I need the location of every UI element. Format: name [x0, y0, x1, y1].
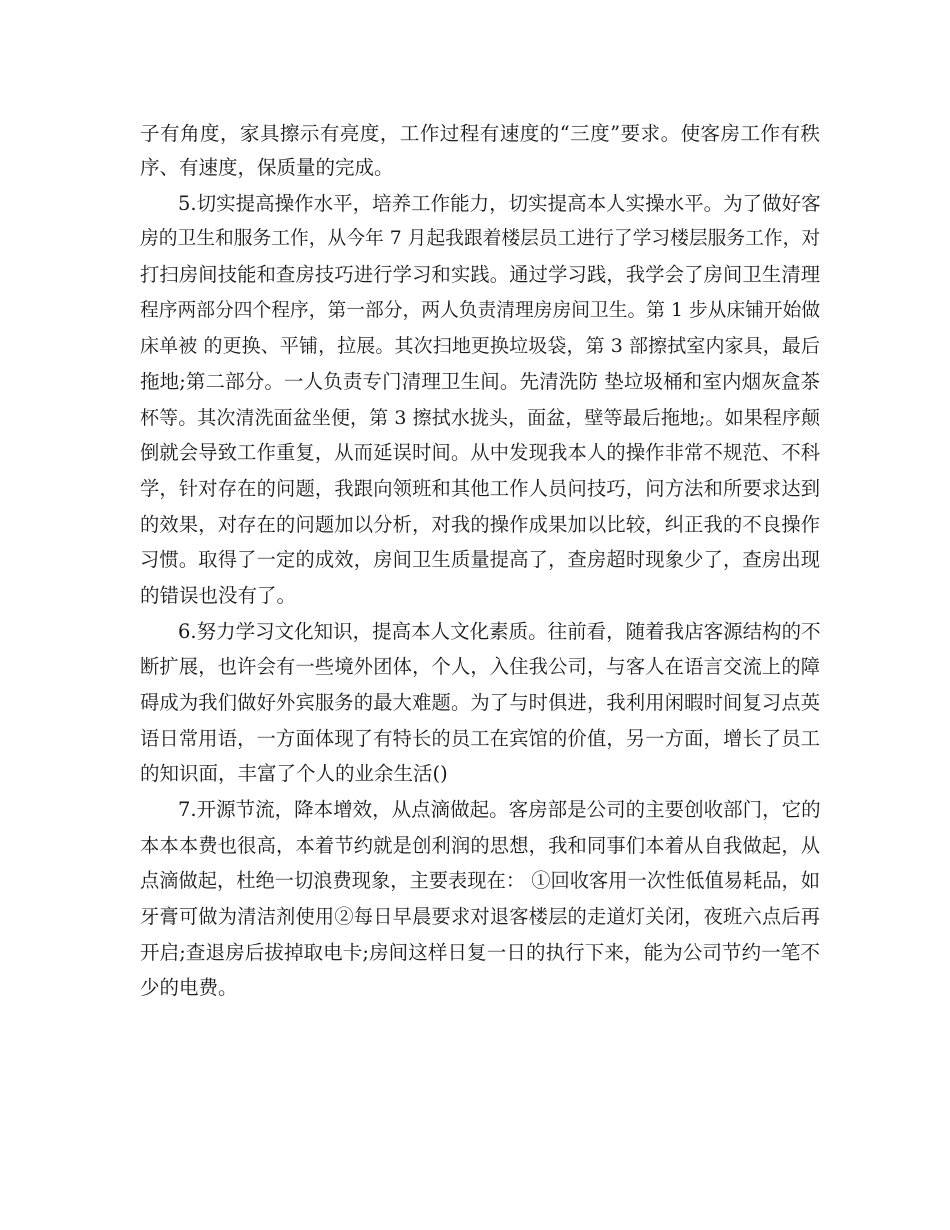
text-line: 本本本费也很高，本着节约就是创利润的思想，我和同事们本着从自我做起，从 [140, 834, 820, 857]
text-line: 习惯。取得了一定的成效，房间卫生质量提高了，查房超时现象少了，查房出现 [140, 548, 820, 571]
text-line: 语日常用语，一方面体现了有特长的员工在宾馆的价值，另一方面，增长了员工 [140, 727, 820, 750]
paragraph-7-start: 7.开源节流，降本增效，从点滴做起。客房部是公司的主要创收部门，它的 [178, 798, 821, 821]
paragraph-6-start: 6.努力学习文化知识，提高本人文化素质。往前看，随着我店客源结构的不 [178, 620, 821, 643]
text-line: 碍成为我们做好外宾服务的最大难题。为了与时俱进，我利用闲暇时间复习点英 [140, 691, 820, 714]
text-line: 的错误也没有了。 [140, 584, 297, 607]
text-line: 打扫房间技能和查房技巧进行学习和实践。通过学习践，我学会了房间卫生清理 [140, 263, 820, 286]
text-line: 拖地;第二部分。一人负责专门清理卫生间。先清洗防 垫垃圾桶和室内烟灰盒茶 [140, 370, 820, 393]
text-line: 断扩展，也许会有一些境外团体，个人，入住我公司，与客人在语言交流上的障 [140, 655, 820, 678]
text-line: 开启;查退房后拔掉取电卡;房间这样日复一日的执行下来，能为公司节约一笔不 [140, 941, 820, 964]
text-line: 的效果，对存在的问题加以分析，对我的操作成果加以比较，纠正我的不良操作 [140, 513, 820, 536]
text-line: 少的电费。 [140, 976, 238, 999]
text-line: 的知识面，丰富了个人的业余生活() [140, 762, 448, 785]
text-line: 学，针对存在的问题，我跟向领班和其他工作人员问技巧，问方法和所要求达到 [140, 477, 820, 500]
text-line: 杯等。其次清洗面盆坐便，第 3 擦拭水拢头，面盆，壁等最后拖地;。如果程序颠 [140, 407, 820, 429]
text-line: 牙膏可做为清洁剂使用②每日早晨要求对退客楼层的走道灯关闭，夜班六点后再 [140, 905, 820, 928]
text-line: 床单被 的更换、平铺，拉展。其次扫地更换垃圾袋，第 3 部擦拭室内家具，最后 [140, 335, 820, 357]
paragraph-5-start: 5.切实提高操作水平，培养工作能力，切实提高本人实操水平。为了做好客 [178, 192, 821, 215]
text-line: 房的卫生和服务工作，从今年 7 月起我跟着楼层员工进行了学习楼层服务工作，对 [140, 228, 821, 249]
text-line: 子有角度，家具擦示有亮度，工作过程有速度的“三度”要求。使客房工作有秩 [140, 122, 820, 145]
text-line: 程序两部分四个程序，第一部分，两人负责清理房房间卫生。第 1 步从床铺开始做 [140, 300, 821, 321]
text-line: 点滴做起，杜绝一切浪费现象，主要表现在： ①回收客用一次性低值易耗品，如 [140, 869, 820, 892]
text-line: 倒就会导致工作重复，从而延误时间。从中发现我本人的操作非常不规范、不科 [140, 441, 820, 464]
text-line: 序、有速度，保质量的完成。 [140, 156, 394, 179]
